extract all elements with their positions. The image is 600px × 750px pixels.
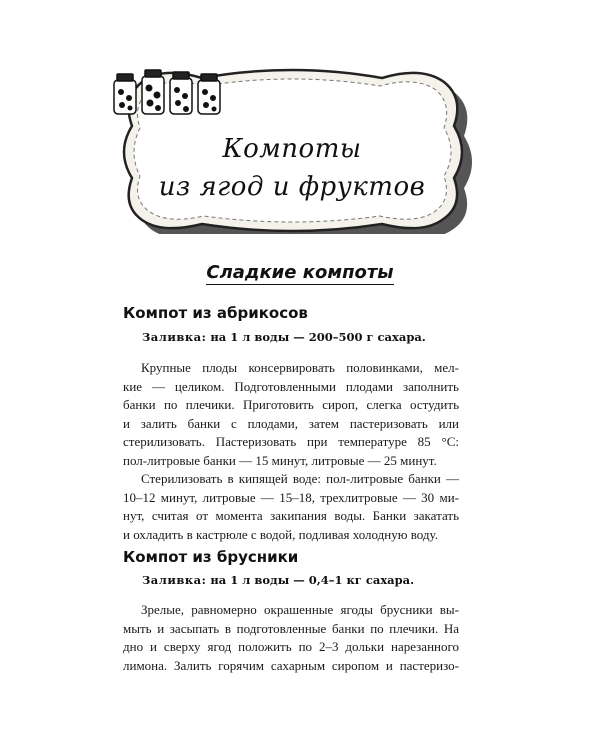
preserve-jars-icon (112, 68, 224, 116)
recipe-title-apricot: Компот из абрикосов (123, 304, 308, 322)
recipe-fill-apricot: Заливка: на 1 л воды — 200–500 г сахара. (142, 330, 426, 344)
chapter-banner (112, 68, 474, 234)
recipe-paragraph: Крупные плоды консервировать половинками, мел- кие — целиком. Подготовленными плодами заполнить банки по плечики. Приготовить сироп, слегка остудить и залить банки с плодами, затем пастеризовать или стерилизовать. Пастеризовать при температуре 85 °С: пол-литровые банки — 15 минут, литровые — 25 минут. (123, 360, 459, 468)
recipe-fill-lingonberry: Заливка: на 1 л воды — 0,4–1 кг сахара. (142, 573, 415, 587)
recipe-paragraph: Стерилизовать в кипящей воде: пол-литровые банки — 10–12 минут, литровые — 15–18, трехлитровые — 30 ми- нут, считая от момента закипания воды. Банки закатать и охладить в кастрюле с водой, подливая холодную воду. (123, 471, 459, 542)
recipe-paragraph: Зрелые, равномерно окрашенные ягоды брусники вы- мыть и засыпать в подготовленные банки по плечики. На дно и сверху ягод положить по 2–3 дольки нарезанного лимона. Залить горячим сахарным сиропом и пастеризо- (123, 602, 459, 673)
banner-title-line2: из ягод и фруктов (158, 172, 426, 202)
recipe-title-lingonberry: Компот из брусники (123, 548, 299, 566)
banner-title-line1: Компоты (222, 134, 362, 164)
section-title: Сладкие компоты (206, 262, 394, 283)
